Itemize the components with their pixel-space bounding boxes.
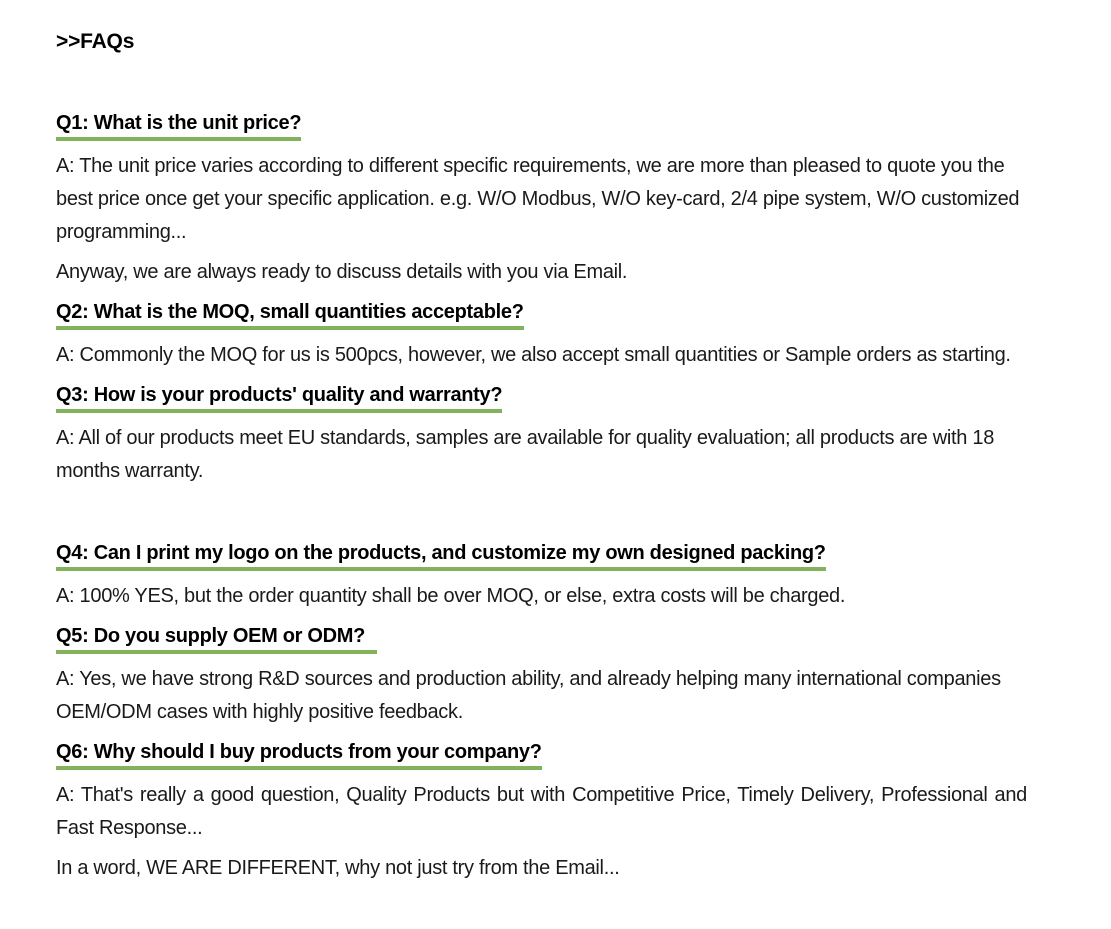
page-title: >>FAQs	[56, 30, 135, 53]
faq-question-6-text: Q6: Why should I buy products from your company?	[56, 739, 542, 770]
faq-answer-3: A: All of our products meet EU standards, samples are available for quality evaluation; all products are with 18 months warranty.	[56, 427, 995, 482]
faq-question-4	[56, 540, 1027, 571]
faq-answer-5: A: Yes, we have strong R&D sources and production ability, and already helping many international companies OEM/ODM cases with highly positive feedback.	[56, 668, 1001, 723]
faq-question-2-text: Q2: What is the MOQ, small quantities acceptable?	[56, 299, 524, 330]
faq-question-2	[56, 299, 1027, 330]
faq-question-3-text: Q3: How is your products' quality and warranty?	[56, 382, 502, 413]
faq-answer-6a: A: That's really a good question, Quality Products but with Competitive Price, Timely Delivery, Professional and Fast Response...	[56, 784, 1027, 839]
faq-section-1	[56, 110, 1027, 289]
faq-question-5	[56, 623, 1027, 654]
faq-question-1	[56, 110, 1027, 141]
faq-answer-1a: A: The unit price varies according to different specific requirements, we are more than pleased to quote you the best price once get your specific application. e.g. W/O Modbus, W/O key-card, 2/4 pipe system, W/O customized programming...	[56, 155, 1020, 243]
faq-question-6	[56, 739, 1027, 770]
faq-answer-2: A: Commonly the MOQ for us is 500pcs, however, we also accept small quantities or Sample orders as starting.	[56, 344, 1011, 366]
faq-section-2	[56, 299, 1027, 372]
faq-answer-6b: In a word, WE ARE DIFFERENT, why not just try from the Email...	[56, 857, 620, 879]
faq-section-6	[56, 739, 1027, 885]
faq-section-4	[56, 540, 1027, 613]
faq-question-4-text: Q4: Can I print my logo on the products, and customize my own designed packing?	[56, 540, 826, 571]
faq-section-5	[56, 623, 1027, 729]
faq-question-1-text: Q1: What is the unit price?	[56, 110, 301, 141]
faq-answer-4: A: 100% YES, but the order quantity shall be over MOQ, or else, extra costs will be charged.	[56, 585, 846, 607]
faq-answer-1b: Anyway, we are always ready to discuss details with you via Email.	[56, 261, 628, 283]
faq-section-3	[56, 382, 1027, 488]
faq-question-3	[56, 382, 1027, 413]
faq-question-5-text: Q5: Do you supply OEM or ODM?	[56, 623, 377, 654]
